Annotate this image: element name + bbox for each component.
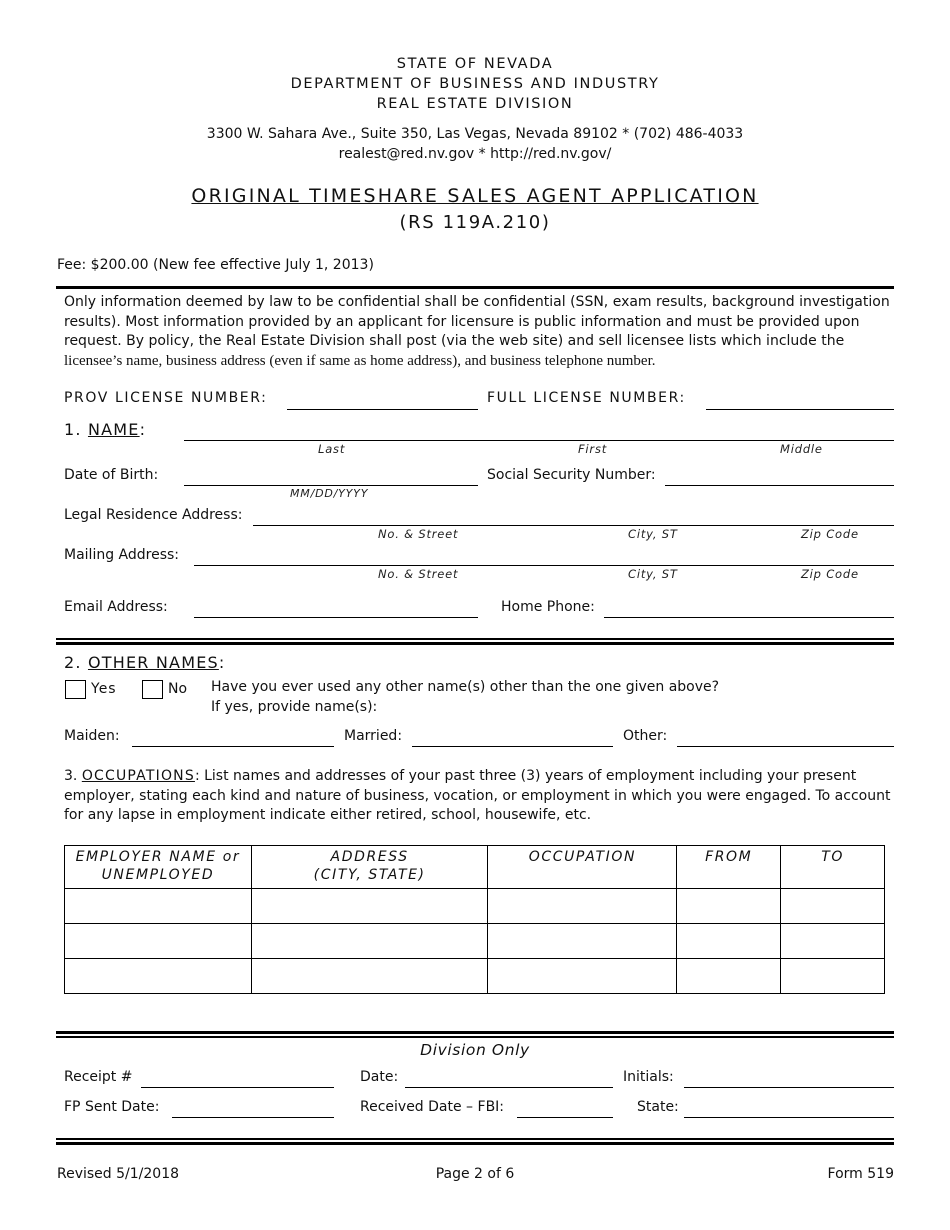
divider: [56, 1036, 894, 1038]
hint-zip: Zip Code: [801, 567, 859, 581]
section-colon: :: [218, 653, 226, 672]
col-address-line1: ADDRESS: [330, 849, 409, 865]
mailing-address-input[interactable]: [194, 565, 894, 566]
occupations-line: [64, 767, 894, 787]
prov-license-input[interactable]: [287, 409, 478, 410]
yes-checkbox[interactable]: [65, 680, 86, 699]
occupations-line: for any lapse in employment indicate either retired, school, housewife, etc.: [64, 807, 592, 823]
divider: [56, 1031, 894, 1034]
employment-table: [64, 845, 885, 994]
employer-cell[interactable]: [65, 889, 252, 924]
maiden-input[interactable]: [132, 746, 334, 747]
section-number: 3.: [64, 768, 78, 784]
name-input[interactable]: [184, 440, 894, 441]
confidentiality-notice: [64, 293, 894, 371]
ssn-label: Social Security Number:: [487, 467, 656, 483]
division-only-title: Division Only: [420, 1041, 530, 1059]
section-number: 1.: [64, 420, 82, 439]
form-title: ORIGINAL TIMESHARE SALES AGENT APPLICATION: [191, 185, 759, 207]
other-names-question: Have you ever used any other name(s) other than the one given above?: [211, 679, 720, 695]
hint-street: No. & Street: [378, 527, 459, 541]
occupation-cell[interactable]: [488, 889, 677, 924]
occupations-line: employer, stating each kind and nature of business, vocation, or employment in which you were engaged. To account: [64, 787, 891, 804]
date-label: Date:: [360, 1069, 399, 1085]
divider-top: [56, 286, 894, 289]
other-name-input[interactable]: [677, 746, 894, 747]
header-contact: realest@red.nv.gov * http://red.nv.gov/: [338, 146, 612, 162]
hint-dob: MM/DD/YYYY: [290, 487, 369, 500]
from-cell[interactable]: [677, 959, 781, 994]
table-header-row: [65, 846, 885, 889]
ssn-input[interactable]: [665, 485, 894, 486]
from-cell[interactable]: [677, 889, 781, 924]
section-colon: :: [139, 420, 147, 439]
occupation-cell[interactable]: [488, 924, 677, 959]
other-names-heading: [64, 653, 225, 672]
notice-line: results). Most information provided by an applicant for licensure is public information and must be provided upon: [64, 313, 860, 330]
receipt-label: Receipt #: [64, 1069, 133, 1085]
mailing-address-label: Mailing Address:: [64, 547, 180, 563]
section-title: NAME: [87, 420, 140, 439]
received-fbi-label: Received Date – FBI:: [360, 1099, 505, 1115]
date-input[interactable]: [405, 1087, 613, 1088]
other-names-provide: If yes, provide name(s):: [211, 699, 378, 715]
hint-middle: Middle: [780, 442, 823, 456]
footer-revised: Revised 5/1/2018: [57, 1166, 180, 1182]
dob-label: Date of Birth:: [64, 467, 159, 483]
occupations-text: : List names and addresses of your past three (3) years of employment including your present: [194, 768, 857, 784]
legal-address-label: Legal Residence Address:: [64, 507, 243, 523]
employer-cell[interactable]: [65, 959, 252, 994]
table-row: [65, 889, 885, 924]
other-label: Other:: [623, 728, 668, 744]
table-row: [65, 959, 885, 994]
col-to: TO: [781, 846, 885, 889]
hint-city: City, ST: [628, 527, 678, 541]
address-cell[interactable]: [251, 889, 488, 924]
header-department: DEPARTMENT OF BUSINESS AND INDUSTRY: [290, 76, 660, 92]
home-phone-label: Home Phone:: [501, 599, 595, 615]
fp-sent-input[interactable]: [172, 1117, 334, 1118]
address-cell[interactable]: [251, 959, 488, 994]
dob-input[interactable]: [184, 485, 478, 486]
married-input[interactable]: [412, 746, 613, 747]
home-phone-input[interactable]: [604, 617, 894, 618]
state-label: State:: [637, 1099, 679, 1115]
initials-input[interactable]: [684, 1087, 894, 1088]
state-input[interactable]: [684, 1117, 894, 1118]
from-cell[interactable]: [677, 924, 781, 959]
yes-label: Yes: [91, 681, 117, 697]
received-fbi-input[interactable]: [517, 1117, 613, 1118]
divider: [56, 1138, 894, 1140]
divider: [56, 638, 894, 640]
full-license-label: FULL LICENSE NUMBER:: [487, 390, 686, 406]
full-license-input[interactable]: [706, 409, 894, 410]
prov-license-label: PROV LICENSE NUMBER:: [64, 390, 268, 406]
divider: [56, 1142, 894, 1145]
maiden-label: Maiden:: [64, 728, 120, 744]
legal-address-input[interactable]: [253, 525, 894, 526]
to-cell[interactable]: [781, 924, 885, 959]
col-address: [251, 846, 488, 889]
header-division: REAL ESTATE DIVISION: [376, 96, 574, 112]
divider: [56, 642, 894, 645]
email-input[interactable]: [194, 617, 478, 618]
footer-page: Page 2 of 6: [435, 1166, 515, 1182]
address-cell[interactable]: [251, 924, 488, 959]
fee-text: Fee: $200.00 (New fee effective July 1, 2013): [57, 257, 374, 273]
hint-last: Last: [318, 442, 346, 456]
to-cell[interactable]: [781, 959, 885, 994]
table-row: [65, 924, 885, 959]
form-statute: (RS 119A.210): [399, 212, 551, 233]
no-label: No: [168, 681, 188, 697]
hint-city: City, ST: [628, 567, 678, 581]
col-employer-line2: UNEMPLOYED: [101, 867, 215, 883]
receipt-input[interactable]: [141, 1087, 334, 1088]
col-employer: [65, 846, 252, 889]
email-label: Email Address:: [64, 599, 168, 615]
employer-cell[interactable]: [65, 924, 252, 959]
footer-form: Form 519: [827, 1166, 894, 1182]
header-address: 3300 W. Sahara Ave., Suite 350, Las Vegas, Nevada 89102 * (702) 486-4033: [206, 126, 744, 142]
no-checkbox[interactable]: [142, 680, 163, 699]
notice-line: Only information deemed by law to be confidential shall be confidential (SSN, exam results, background investigation: [64, 294, 890, 310]
header-state: STATE OF NEVADA: [396, 56, 554, 72]
col-occupation: OCCUPATION: [488, 846, 677, 889]
section-title: OTHER NAMES: [87, 653, 219, 672]
notice-line: request. By policy, the Real Estate Division shall post (via the web site) and sell licensee lists which include the: [64, 333, 845, 349]
section-title: OCCUPATIONS: [81, 768, 195, 784]
initials-label: Initials:: [623, 1069, 674, 1085]
hint-street: No. & Street: [378, 567, 459, 581]
occupation-cell[interactable]: [488, 959, 677, 994]
married-label: Married:: [344, 728, 403, 744]
hint-zip: Zip Code: [801, 527, 859, 541]
name-heading: [64, 420, 146, 439]
hint-first: First: [578, 442, 608, 456]
col-employer-line1: EMPLOYER NAME or: [75, 849, 241, 865]
col-address-line2: (CITY, STATE): [313, 867, 426, 883]
fp-sent-label: FP Sent Date:: [64, 1099, 160, 1115]
notice-line: licensee’s name, business address (even if same as home address), and business telephone number.: [64, 352, 656, 369]
occupations-instructions: [64, 767, 894, 826]
to-cell[interactable]: [781, 889, 885, 924]
section-number: 2.: [64, 653, 82, 672]
col-from: FROM: [677, 846, 781, 889]
